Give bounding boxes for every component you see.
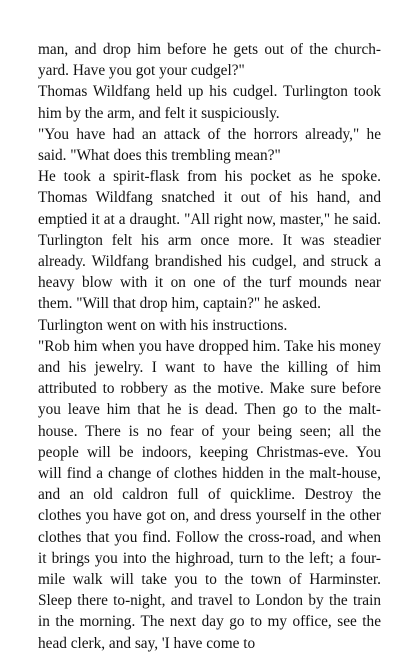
paragraph-4: He took a spirit-flask from his pocket as he spoke. Thomas Wildfang snatched it out of his hand, and emptied it at a draught. "All right now, master," he said. Turlington felt his arm once more. It was steadier already. Wildfang brandished his cudgel, and struck a heavy blow with it on one of the turf mounds near them. "Will that drop him, captain?" he asked. [38, 168, 381, 313]
paragraph-2: Thomas Wildfang held up his cudgel. Turlington took him by the arm, and felt it suspiciously. [38, 83, 381, 122]
paragraph-5: Turlington went on with his instructions. [38, 316, 288, 334]
paragraph-6: "Rob him when you have dropped him. Take his money and his jewelry. I want to have the killing of him attributed to robbery as the motive. Make sure before you leave him that he is dead. Then go to the malt-house. There is no fear of your being seen; all the people will be indoors, keeping Christmas-eve. You will find a change of clothes hidden in the malt-house, and an old caldron full of quicklime. Destroy the clothes you have got on, and dress yourself in the other clothes that you find. Follow the cross-road, and when it brings you into the highroad, turn to the left; a four-mile walk will take you to the town of Harminster. Sleep there to-night, and travel to London by the train in the morning. The next day go to my office, see the head clerk, and say, 'I have come to [38, 337, 381, 652]
paragraph-1: man, and drop him before he gets out of the church-yard. Have you got your cudgel?" [38, 41, 381, 80]
document-page [38, 39, 381, 654]
paragraph-3: "You have had an attack of the horrors already," he said. "What does this trembling mean?" [38, 125, 381, 165]
